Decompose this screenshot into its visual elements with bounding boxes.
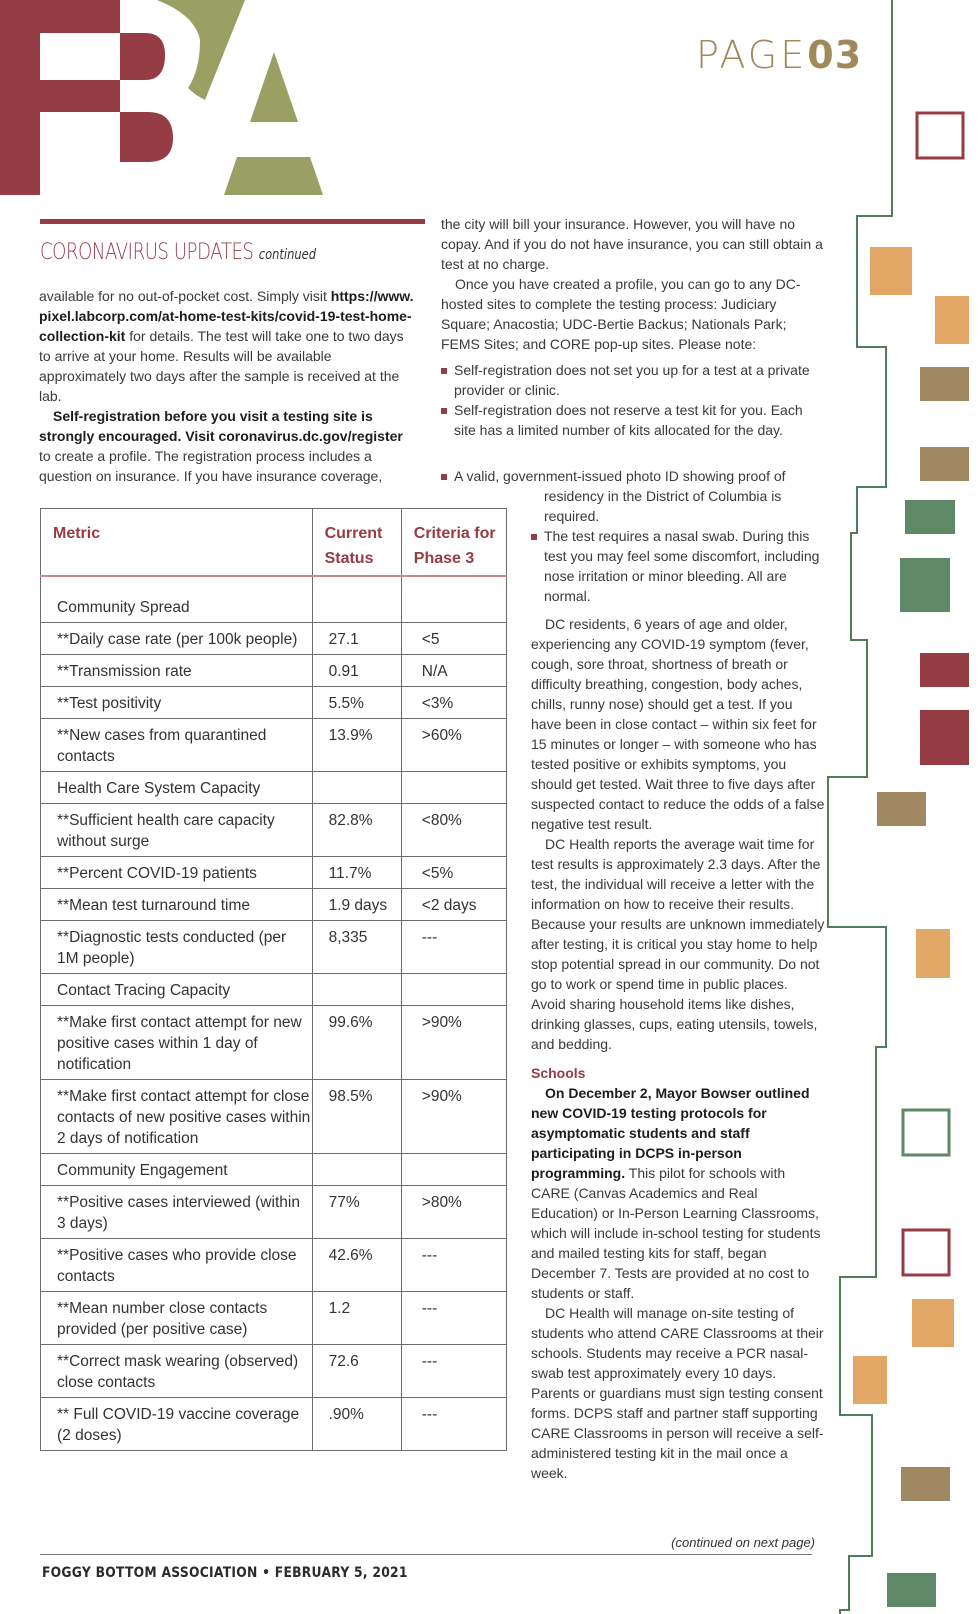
metric-cell: **Mean test turnaround time (41, 889, 313, 921)
metric-cell: **Correct mask wearing (observed) close contacts (41, 1345, 313, 1398)
bullet-item: Self-registration does not set you up for a test at a private provider or clinic. (441, 360, 823, 400)
metric-cell: **Make first contact attempt for new positive cases within 1 day of notification (41, 1006, 313, 1080)
metric-cell: **Diagnostic tests conducted (per 1M people) (41, 921, 313, 974)
footer-text: FOGGY BOTTOM ASSOCIATION • FEBRUARY 5, 2021 (42, 1565, 408, 1581)
schools-heading: Schools (531, 1065, 586, 1081)
paragraph: Once you have created a profile, you can go to any DC-hosted sites to complete the testing process: Judiciary Square; Anacostia; UDC-Bertie Backus; Nationals Park; FEMS Sites; and CORE pop-up sites. Please note: (441, 276, 801, 352)
table-row (41, 1345, 507, 1398)
column-3-text (531, 614, 825, 1483)
labcorp-link[interactable]: https://www.pixel.labcorp.com/at-home-test-kits/covid-19-test-home-collection-kit (39, 288, 414, 344)
table-row (41, 1006, 507, 1080)
criteria-cell: --- (401, 1345, 506, 1398)
criteria-cell: <5 (401, 623, 506, 655)
table-row (41, 1398, 507, 1451)
criteria-cell: --- (401, 1398, 506, 1451)
paragraph: On December 2, Mayor Bowser outlined new COVID-19 testing protocols for asymptomatic students and staff participating in DCPS in-person programming. This pilot for schools with CARE (Canvas Academics and Real Education) or In-Person Learning Classrooms, which will include in-school testing for students and mailed testing kits for staff, began December 7. Tests are provided at no cost to students or staff. (531, 1085, 821, 1301)
criteria-cell: N/A (401, 655, 506, 687)
status-cell: 13.9% (312, 719, 401, 772)
paragraph: available for no out-of-pocket cost. Simply visit https://www.pixel.labcorp.com/at-home-test-kits/covid-19-test-home-collection-kit for details. The test will take one to two days to arrive at your home. Results will be available approximately two days after the sample is received at the lab. (39, 288, 414, 404)
table-row (41, 1080, 507, 1154)
metric-cell: Community Engagement (41, 1154, 313, 1186)
criteria-cell: >90% (401, 1080, 506, 1154)
criteria-cell: >80% (401, 1186, 506, 1239)
paragraph: Self-registration before you visit a testing site is strongly encouraged. Visit coronavirus.dc.gov/register to create a profile. The registration process includes a question on insurance. If you have insurance coverage, (39, 408, 403, 484)
bullet-list (531, 526, 821, 606)
criteria-cell: >60% (401, 719, 506, 772)
metric-cell: **Positive cases interviewed (within 3 days) (41, 1186, 313, 1239)
header-metric: Metric (41, 509, 313, 577)
metric-cell: Community Spread (41, 576, 313, 623)
metric-cell: **Daily case rate (per 100k people) (41, 623, 313, 655)
criteria-cell: <80% (401, 804, 506, 857)
metric-cell: **Mean number close contacts provided (per positive case) (41, 1292, 313, 1345)
page-number: PAGE03 (696, 33, 863, 77)
bullet-list (441, 360, 823, 440)
status-cell: 1.9 days (312, 889, 401, 921)
table-category-row (41, 974, 507, 1006)
table-row (41, 1292, 507, 1345)
metric-cell: Contact Tracing Capacity (41, 974, 313, 1006)
phase3-metrics-table (40, 508, 507, 1451)
table-category-row (41, 576, 507, 623)
status-cell: 42.6% (312, 1239, 401, 1292)
status-cell: 11.7% (312, 857, 401, 889)
section-title: CORONAVIRUS UPDATES continued (40, 240, 317, 265)
continued-note: (continued on next page) (671, 1535, 815, 1550)
table-row (41, 655, 507, 687)
metric-cell: **New cases from quarantined contacts (41, 719, 313, 772)
status-cell: 77% (312, 1186, 401, 1239)
bullet-item: The test requires a nasal swab. During this test you may feel some discomfort, including nose irritation or minor bleeding. All are normal. (531, 526, 821, 606)
metric-cell: **Transmission rate (41, 655, 313, 687)
metric-cell: Health Care System Capacity (41, 772, 313, 804)
metric-cell: **Test positivity (41, 687, 313, 719)
status-cell (312, 576, 401, 623)
status-cell: 5.5% (312, 687, 401, 719)
status-cell: 98.5% (312, 1080, 401, 1154)
status-cell: 82.8% (312, 804, 401, 857)
status-cell (312, 772, 401, 804)
metric-cell: **Make first contact attempt for close contacts of new positive cases within 2 days of notification (41, 1080, 313, 1154)
bullet-list (441, 466, 821, 486)
criteria-cell: >90% (401, 1006, 506, 1080)
bullet-item: A valid, government-issued photo ID showing proof of (441, 466, 821, 486)
metric-cell: **Sufficient health care capacity without surge (41, 804, 313, 857)
header-current-status: Current Status (312, 509, 401, 577)
table-category-row (41, 1154, 507, 1186)
criteria-cell: <3% (401, 687, 506, 719)
status-cell: 0.91 (312, 655, 401, 687)
table-category-row (41, 772, 507, 804)
criteria-cell (401, 772, 506, 804)
bullet-continuation: residency in the District of Columbia is required. (544, 488, 782, 524)
table-row (41, 889, 507, 921)
criteria-cell: <2 days (401, 889, 506, 921)
status-cell (312, 974, 401, 1006)
footer-rule (40, 1554, 812, 1555)
criteria-cell: --- (401, 1292, 506, 1345)
paragraph: the city will bill your insurance. However, you will have no copay. And if you do not have insurance, you can still obtain a test at no charge. (441, 216, 823, 272)
criteria-cell: --- (401, 1239, 506, 1292)
table-row (41, 623, 507, 655)
status-cell (312, 1154, 401, 1186)
metric-cell: **Percent COVID-19 patients (41, 857, 313, 889)
bullet-item: Self-registration does not reserve a test kit for you. Each site has a limited number of kits allocated for the day. (441, 400, 823, 440)
table-row (41, 1186, 507, 1239)
column-1-text (39, 286, 417, 486)
section-rule (40, 219, 425, 224)
paragraph: DC Health reports the average wait time for test results is approximately 2.3 days. After the test, the individual will receive a letter with the information on how to receive their results. Because your results are unknown immediately after testing, it is critical you stay home to help stop potential spread in our community. Do not go to work or spend time in public places. Avoid sharing household items like dishes, drinking glasses, cups, eating utensils, towels, and bedding. (531, 836, 825, 1052)
header-criteria: Criteria for Phase 3 (401, 509, 506, 577)
paragraph: DC Health will manage on-site testing of students who attend CARE Classrooms at their schools. Students may receive a PCR nasal-swab test approximately every 10 days. Parents or guardians must sign testing consent forms. DCPS staff and partner staff supporting CARE Classrooms in person will receive a self-administered testing kit in the mail once a week. (531, 1305, 824, 1481)
criteria-cell (401, 1154, 506, 1186)
criteria-cell (401, 974, 506, 1006)
metric-cell: ** Full COVID-19 vaccine coverage (2 doses) (41, 1398, 313, 1451)
table-row (41, 719, 507, 772)
metric-cell: **Positive cases who provide close contacts (41, 1239, 313, 1292)
table-row (41, 687, 507, 719)
status-cell: 8,335 (312, 921, 401, 974)
status-cell: 72.6 (312, 1345, 401, 1398)
criteria-cell (401, 576, 506, 623)
status-cell: 99.6% (312, 1006, 401, 1080)
paragraph: DC residents, 6 years of age and older, experiencing any COVID-19 symptom (fever, cough, sore throat, shortness of breath or difficulty breathing, congestion, body aches, chills, runny nose) should get a test. If you have been in close contact – within six feet for 15 minutes or longer – with someone who has tested positive or exhibits symptoms, you should get tested. Wait three to five days after suspected contact to reduce the odds of a false negative test result. (531, 616, 825, 832)
column-2-text (441, 214, 823, 440)
criteria-cell: <5% (401, 857, 506, 889)
status-cell: 27.1 (312, 623, 401, 655)
table-row (41, 1239, 507, 1292)
table-row (41, 857, 507, 889)
criteria-cell: --- (401, 921, 506, 974)
fba-logo (0, 0, 330, 196)
status-cell: .90% (312, 1398, 401, 1451)
table-header-row (41, 509, 507, 577)
status-cell: 1.2 (312, 1292, 401, 1345)
table-row (41, 921, 507, 974)
table-row (41, 804, 507, 857)
